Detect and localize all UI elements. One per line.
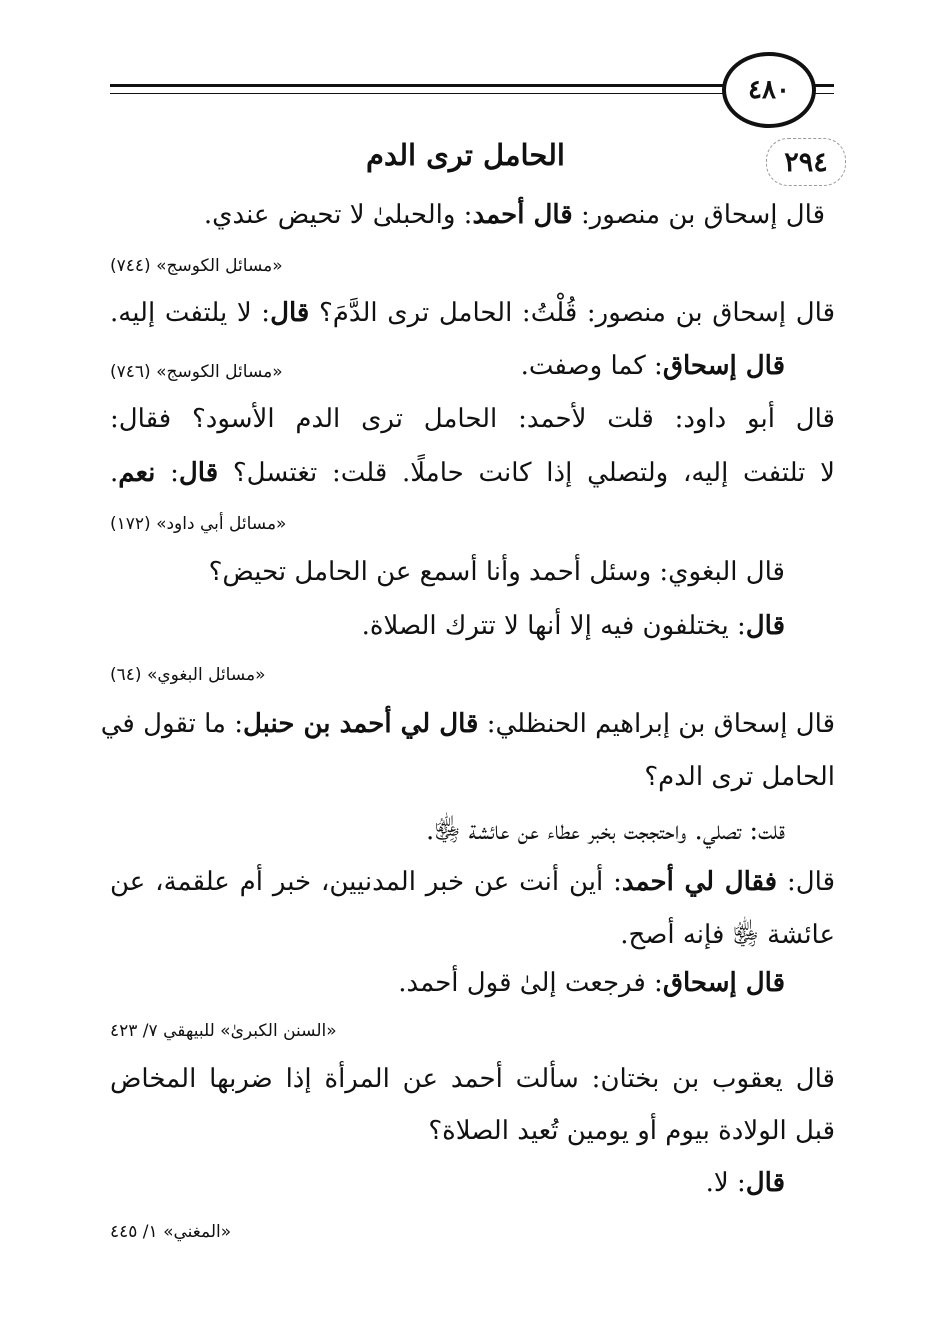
text-run: لا تلتفت إليه، ولتصلي إذا كانت حاملًا. قلت: تغتسل؟: [218, 458, 835, 488]
text-run: : فرجعت إلىٰ قول أحمد.: [398, 968, 663, 998]
text-run: : أين أنت عن خبر المدنيين، خبر أم علقمة، عن: [110, 867, 622, 897]
text-run: : كما وصفت.: [520, 351, 663, 381]
header-rule-bottom: [110, 93, 726, 94]
bold-run: قال إسحاق: [662, 351, 785, 381]
text-run: قال إسحاق بن إبراهيم الحنظلي:: [478, 709, 835, 739]
source-citation: «المغني» ١/ ٤٤٥: [110, 1222, 232, 1242]
bold-run: قال إسحاق: [662, 968, 785, 998]
paragraph-line: [204, 200, 825, 230]
bold-run: قال: [178, 458, 219, 488]
paragraph-line: قبل الولادة بيوم أو يومين تُعيد الصلاة؟: [428, 1116, 835, 1146]
bold-run: قال: [745, 1168, 785, 1198]
paragraph-line: [362, 611, 785, 641]
paragraph-line: [110, 298, 835, 328]
text-run: : لا.: [705, 1168, 746, 1198]
bold-run: فقال لي أحمد: [621, 867, 778, 897]
paragraph-line: قال البغوي: وسئل أحمد وأنا أسمع عن الحامل تحيض؟: [208, 557, 785, 587]
paragraph-line: قال أبو داود: قلت لأحمد: الحامل ترى الدم الأسود؟ فقال:: [110, 404, 835, 434]
source-citation: «مسائل البغوي» (٦٤): [110, 665, 266, 685]
text-run: : يختلفون فيه إلا أنها لا تترك الصلاة.: [361, 611, 746, 641]
text-run: : ما تقول في: [100, 709, 243, 739]
paragraph-line: [100, 709, 835, 739]
source-citation: «مسائل الكوسج» (٧٤٤): [110, 256, 283, 276]
paragraph-line: قلت: تصلي. واحتججت بخبر عطاء عن عائشة ﵂.: [425, 816, 785, 846]
paragraph-line: [110, 458, 835, 488]
section-number: ٢٩٤: [766, 138, 846, 186]
page-number: ٤٨٠: [722, 52, 816, 128]
text-run: :: [155, 458, 179, 488]
source-citation: «مسائل أبي داود» (١٧٢): [110, 514, 287, 534]
text-run: : لا يلتفت إليه.: [110, 298, 271, 328]
bold-run: نعم: [118, 458, 156, 488]
paragraph-line: [110, 867, 835, 897]
text-run: قال إسحاق بن منصور: قُلْتُ: الحامل ترى الدَّمَ؟: [309, 298, 836, 328]
paragraph-line: [398, 968, 785, 998]
bold-run: قال أحمد: [472, 200, 573, 230]
header-rule-top: [110, 84, 726, 87]
bold-run: قال لي أحمد بن حنبل: [242, 709, 479, 739]
text-run: قال:: [777, 867, 835, 897]
text-run: .: [110, 458, 119, 488]
text-run: قال إسحاق بن منصور:: [572, 200, 825, 230]
paragraph-line: [521, 351, 785, 381]
paragraph-line: الحامل ترى الدم؟: [644, 762, 835, 792]
paragraph-line: [706, 1168, 785, 1198]
text-run: : والحبلىٰ لا تحيض عندي.: [203, 200, 473, 230]
section-title: الحامل ترى الدم: [366, 138, 565, 172]
source-citation: «مسائل الكوسج» (٧٤٦): [110, 362, 283, 382]
bold-run: قال: [270, 298, 310, 328]
paragraph-line: عائشة ﵂ فإنه أصح.: [620, 920, 835, 950]
paragraph-line: قال يعقوب بن بختان: سألت أحمد عن المرأة إذا ضربها المخاض: [110, 1064, 835, 1094]
source-citation: «السنن الكبرىٰ» للبيهقي ٧/ ٤٢٣: [110, 1021, 337, 1041]
bold-run: قال: [745, 611, 785, 641]
